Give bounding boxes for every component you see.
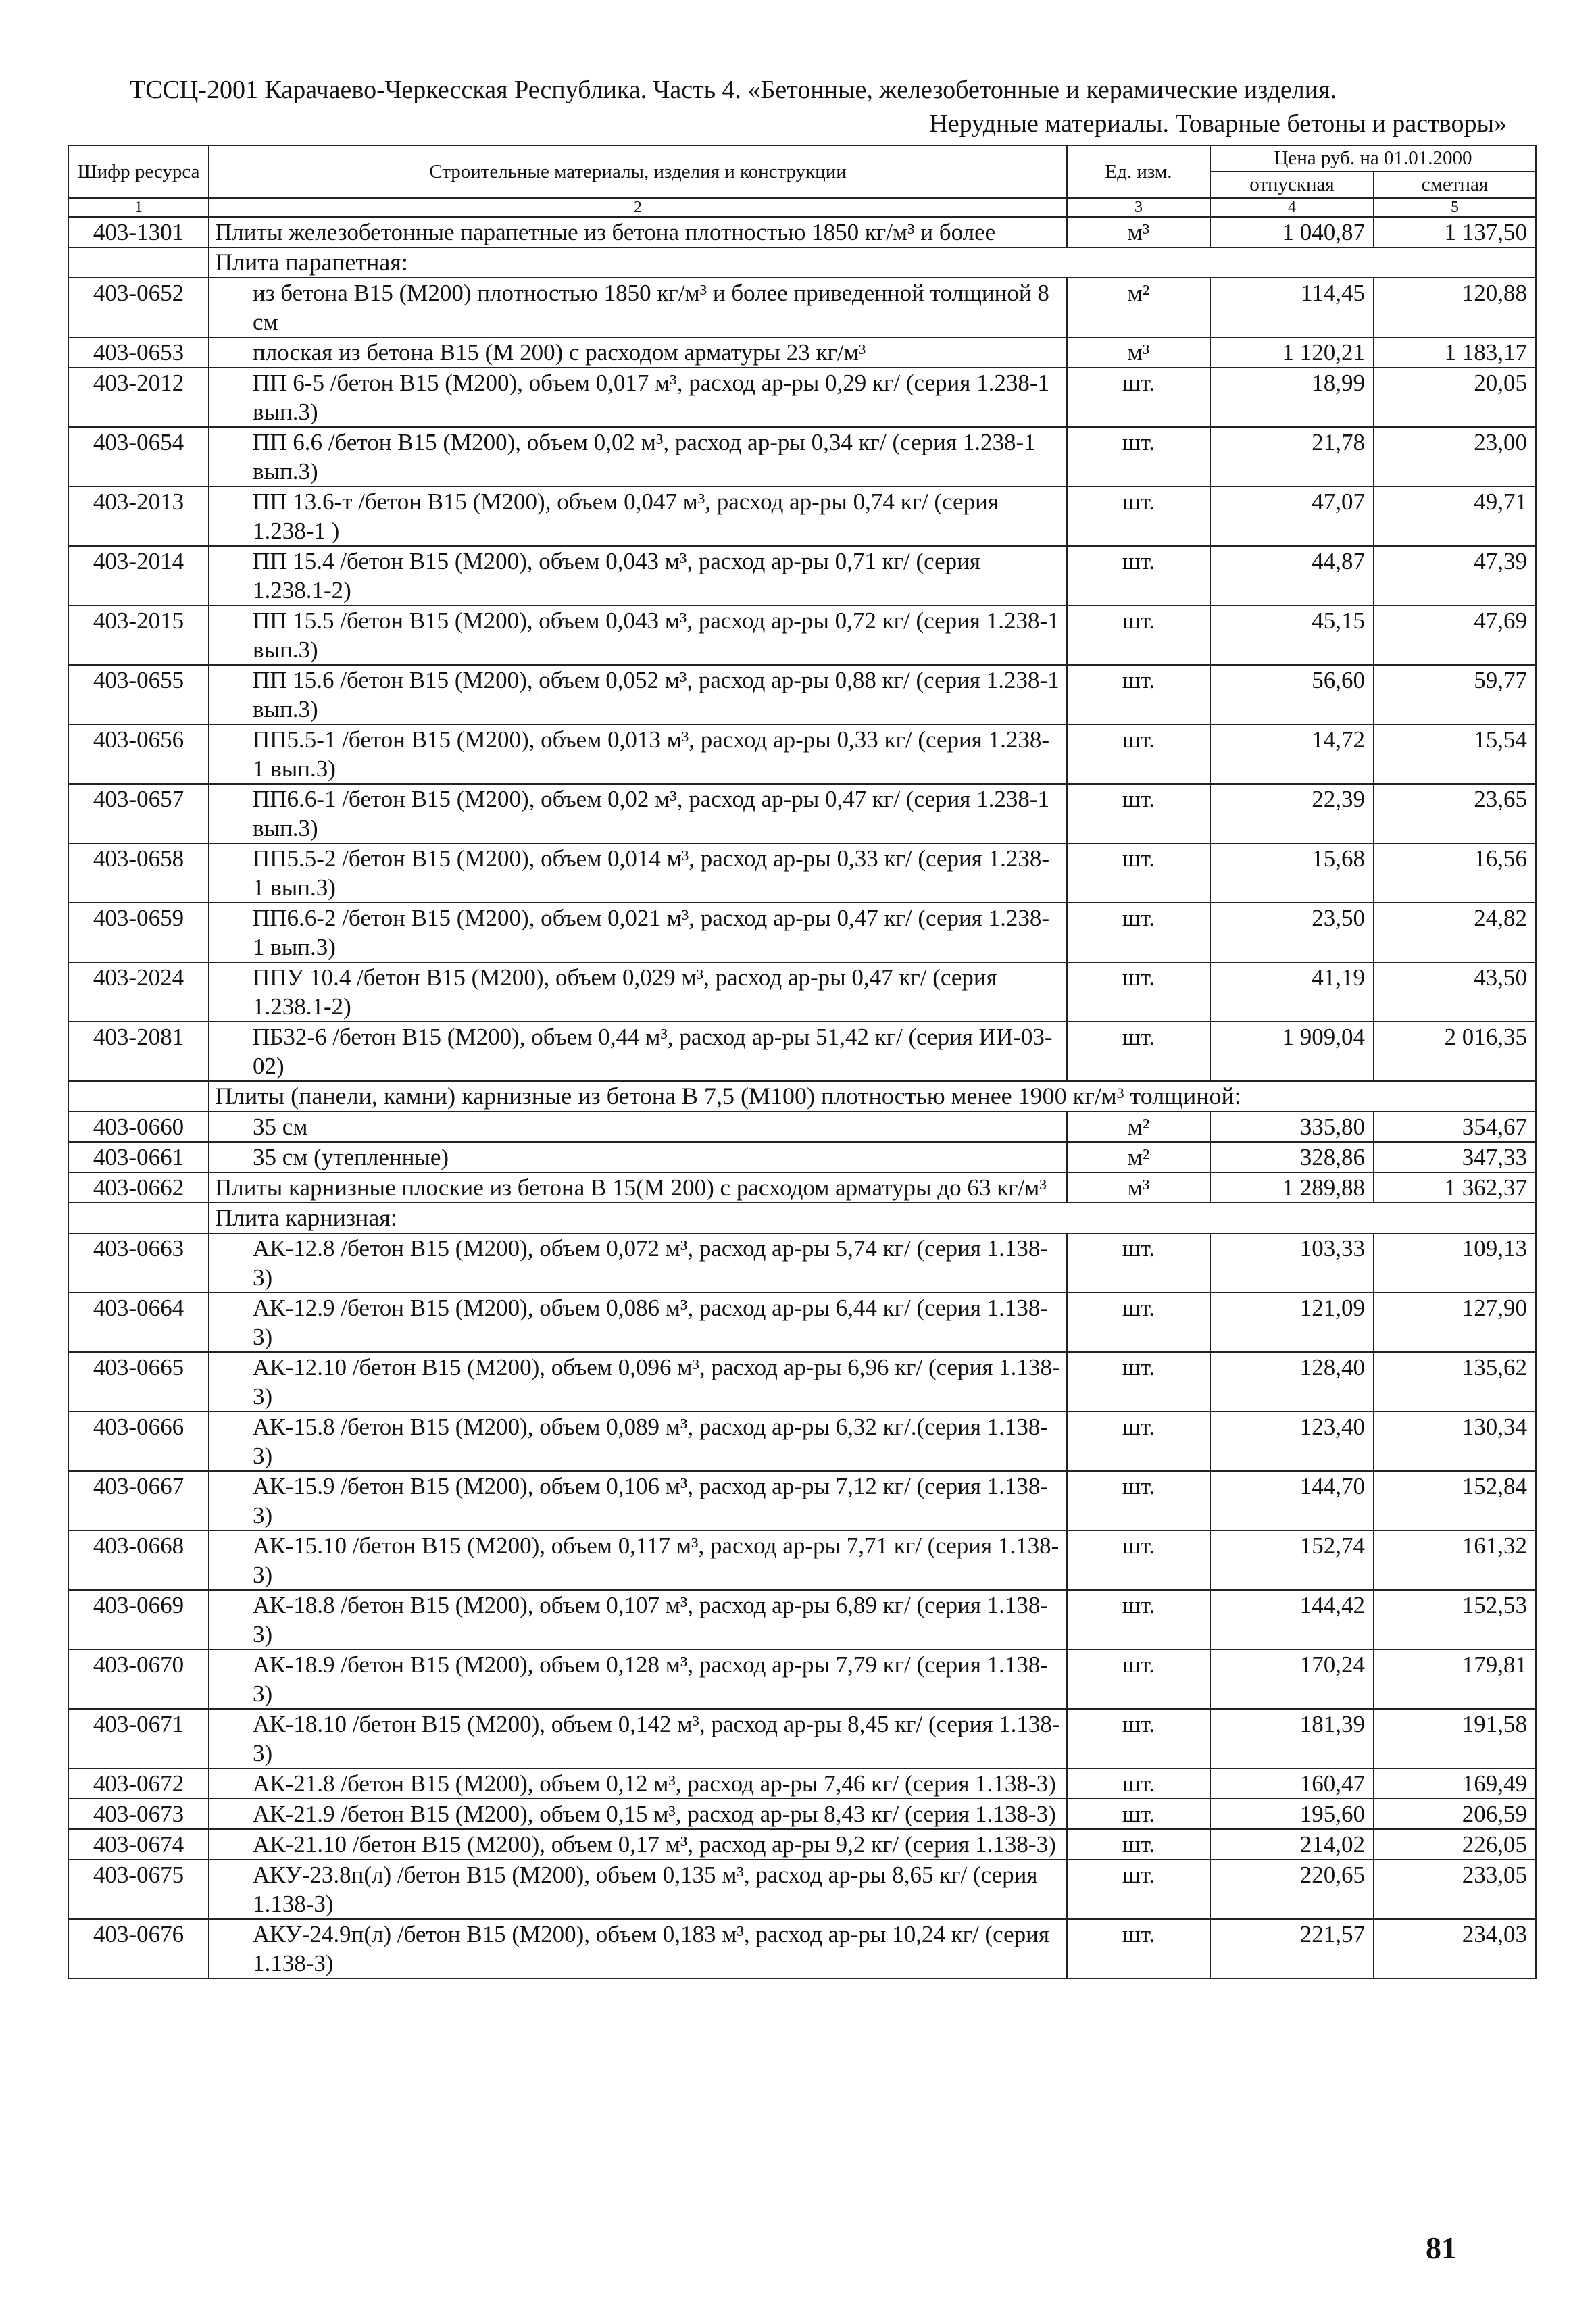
unit-cell: шт.	[1067, 1799, 1210, 1829]
table-row	[68, 368, 1536, 427]
release-price: 181,39	[1210, 1709, 1374, 1768]
column-number: 3	[1067, 198, 1210, 217]
header-line-1: ТССЦ-2001 Карачаево-Черкесская Республика. Часть 4. «Бетонные, железобетонные и керамические изделия.	[130, 76, 1337, 104]
material-name: АКУ-23.8п(л) /бетон В15 (М200), объем 0,135 м³, расход ар-ры 8,65 кг/ (серия 1.138-3)	[209, 1860, 1067, 1919]
resource-code: 403-0669	[68, 1590, 209, 1649]
resource-code: 403-0660	[68, 1112, 209, 1142]
table-row	[68, 1829, 1536, 1860]
estimate-price: 206,59	[1374, 1799, 1536, 1829]
table-row	[68, 1293, 1536, 1352]
material-name: ПП5.5-2 /бетон В15 (М200), объем 0,014 м³, расход ар-ры 0,33 кг/ (серия 1.238-1 вып.3)	[209, 843, 1067, 903]
unit-cell: м³	[1067, 1172, 1210, 1203]
table-row	[68, 724, 1536, 784]
table-row	[68, 427, 1536, 487]
estimate-price: 234,03	[1374, 1919, 1536, 1978]
release-price: 1 120,21	[1210, 337, 1374, 368]
resource-code: 403-1301	[68, 217, 209, 247]
resource-code: 403-0668	[68, 1530, 209, 1590]
estimate-price: 49,71	[1374, 487, 1536, 546]
table-row	[68, 1471, 1536, 1530]
unit-cell: м²	[1067, 278, 1210, 337]
release-price: 23,50	[1210, 903, 1374, 962]
release-price: 144,70	[1210, 1471, 1374, 1530]
estimate-price: 179,81	[1374, 1649, 1536, 1709]
resource-code: 403-2013	[68, 487, 209, 546]
unit-cell: шт.	[1067, 1293, 1210, 1352]
material-name: ПП 6-5 /бетон В15 (М200), объем 0,017 м³, расход ар-ры 0,29 кг/ (серия 1.238-1 вып.3)	[209, 368, 1067, 427]
table-row	[68, 1352, 1536, 1412]
unit-cell: шт.	[1067, 1649, 1210, 1709]
unit-cell: шт.	[1067, 1412, 1210, 1471]
estimate-price: 152,53	[1374, 1590, 1536, 1649]
release-price: 103,33	[1210, 1233, 1374, 1293]
release-price: 195,60	[1210, 1799, 1374, 1829]
material-name: АК-21.8 /бетон В15 (М200), объем 0,12 м³, расход ар-ры 7,46 кг/ (серия 1.138-3)	[209, 1768, 1067, 1799]
release-price: 220,65	[1210, 1860, 1374, 1919]
release-price: 56,60	[1210, 665, 1374, 724]
resource-table	[68, 145, 1537, 1979]
column-number: 1	[68, 198, 209, 217]
release-price: 335,80	[1210, 1112, 1374, 1142]
estimate-price: 120,88	[1374, 278, 1536, 337]
material-name: АК-18.8 /бетон В15 (М200), объем 0,107 м³, расход ар-ры 6,89 кг/ (серия 1.138-3)	[209, 1590, 1067, 1649]
table-row	[68, 1799, 1536, 1829]
resource-code: 403-0675	[68, 1860, 209, 1919]
release-price: 15,68	[1210, 843, 1374, 903]
material-name: ПП5.5-1 /бетон В15 (М200), объем 0,013 м³, расход ар-ры 0,33 кг/ (серия 1.238-1 вып.3)	[209, 724, 1067, 784]
table-row	[68, 962, 1536, 1022]
resource-code: 403-0653	[68, 337, 209, 368]
estimate-price: 135,62	[1374, 1352, 1536, 1412]
unit-cell: шт.	[1067, 1590, 1210, 1649]
unit-cell: шт.	[1067, 1768, 1210, 1799]
resource-code: 403-0674	[68, 1829, 209, 1860]
estimate-price: 24,82	[1374, 903, 1536, 962]
resource-code: 403-0672	[68, 1768, 209, 1799]
estimate-price: 20,05	[1374, 368, 1536, 427]
resource-code: 403-0673	[68, 1799, 209, 1829]
unit-cell: шт.	[1067, 546, 1210, 605]
material-name: АК-21.10 /бетон В15 (М200), объем 0,17 м³, расход ар-ры 9,2 кг/ (серия 1.138-3)	[209, 1829, 1067, 1860]
resource-code: 403-2014	[68, 546, 209, 605]
unit-cell: шт.	[1067, 1829, 1210, 1860]
table-row	[68, 784, 1536, 843]
table-header-row	[68, 145, 1536, 172]
material-name: ПП 15.6 /бетон В15 (М200), объем 0,052 м³, расход ар-ры 0,88 кг/ (серия 1.238-1 вып.3)	[209, 665, 1067, 724]
release-price: 144,42	[1210, 1590, 1374, 1649]
table-row	[68, 665, 1536, 724]
estimate-price: 23,00	[1374, 427, 1536, 487]
material-name: ПП 15.4 /бетон В15 (М200), объем 0,043 м³, расход ар-ры 0,71 кг/ (серия 1.238.1-2)	[209, 546, 1067, 605]
release-price: 18,99	[1210, 368, 1374, 427]
material-name: АКУ-24.9п(л) /бетон В15 (М200), объем 0,183 м³, расход ар-ры 10,24 кг/ (серия 1.138-3)	[209, 1919, 1067, 1978]
resource-code: 403-0662	[68, 1172, 209, 1203]
release-price: 221,57	[1210, 1919, 1374, 1978]
unit-cell: шт.	[1067, 1860, 1210, 1919]
section-row	[68, 1081, 1536, 1112]
material-name: АК-15.8 /бетон В15 (М200), объем 0,089 м³, расход ар-ры 6,32 кг/.(серия 1.138-3)	[209, 1412, 1067, 1471]
header-line-2: Нерудные материалы. Товарные бетоны и растворы»	[929, 109, 1507, 138]
unit-cell: м²	[1067, 1142, 1210, 1172]
column-number-row	[68, 198, 1536, 217]
estimate-price: 127,90	[1374, 1293, 1536, 1352]
release-price: 114,45	[1210, 278, 1374, 337]
table-row	[68, 1530, 1536, 1590]
material-name: АК-21.9 /бетон В15 (М200), объем 0,15 м³, расход ар-ры 8,43 кг/ (серия 1.138-3)	[209, 1799, 1067, 1829]
resource-code: 403-0657	[68, 784, 209, 843]
section-title: Плита карнизная:	[209, 1203, 1536, 1233]
unit-cell: шт.	[1067, 1530, 1210, 1590]
release-price: 128,40	[1210, 1352, 1374, 1412]
material-name: Плиты карнизные плоские из бетона В 15(М 200) с расходом арматуры до 63 кг/м³	[209, 1172, 1067, 1203]
material-name: АК-18.10 /бетон В15 (М200), объем 0,142 м³, расход ар-ры 8,45 кг/ (серия 1.138-3)	[209, 1709, 1067, 1768]
resource-code: 403-0654	[68, 427, 209, 487]
unit-cell: шт.	[1067, 1022, 1210, 1081]
estimate-price: 226,05	[1374, 1829, 1536, 1860]
release-price: 41,19	[1210, 962, 1374, 1022]
unit-cell: шт.	[1067, 843, 1210, 903]
resource-code: 403-0665	[68, 1352, 209, 1412]
resource-code: 403-0659	[68, 903, 209, 962]
release-price: 14,72	[1210, 724, 1374, 784]
resource-code: 403-0656	[68, 724, 209, 784]
header-unit: Ед. изм.	[1067, 145, 1210, 198]
unit-cell: м²	[1067, 1112, 1210, 1142]
column-number: 2	[209, 198, 1067, 217]
estimate-price: 109,13	[1374, 1233, 1536, 1293]
estimate-price: 2 016,35	[1374, 1022, 1536, 1081]
table-row	[68, 1919, 1536, 1978]
material-name: АК-12.8 /бетон В15 (М200), объем 0,072 м³, расход ар-ры 5,74 кг/ (серия 1.138-3)	[209, 1233, 1067, 1293]
unit-cell: шт.	[1067, 962, 1210, 1022]
material-name: ПП6.6-2 /бетон В15 (М200), объем 0,021 м³, расход ар-ры 0,47 кг/ (серия 1.238-1 вып.3)	[209, 903, 1067, 962]
material-name: 35 см	[209, 1112, 1067, 1142]
estimate-price: 161,32	[1374, 1530, 1536, 1590]
resource-code: 403-2015	[68, 605, 209, 665]
unit-cell: шт.	[1067, 1233, 1210, 1293]
material-name: ПП 15.5 /бетон В15 (М200), объем 0,043 м³, расход ар-ры 0,72 кг/ (серия 1.238-1 вып.3)	[209, 605, 1067, 665]
unit-cell: шт.	[1067, 427, 1210, 487]
estimate-price: 130,34	[1374, 1412, 1536, 1471]
estimate-price: 1 183,17	[1374, 337, 1536, 368]
resource-code: 403-0664	[68, 1293, 209, 1352]
release-price: 21,78	[1210, 427, 1374, 487]
estimate-price: 233,05	[1374, 1860, 1536, 1919]
header-name: Строительные материалы, изделия и конструкции	[209, 145, 1067, 198]
release-price: 328,86	[1210, 1142, 1374, 1172]
resource-code: 403-0671	[68, 1709, 209, 1768]
table-row	[68, 337, 1536, 368]
material-name: АК-18.9 /бетон В15 (М200), объем 0,128 м³, расход ар-ры 7,79 кг/ (серия 1.138-3)	[209, 1649, 1067, 1709]
estimate-price: 152,84	[1374, 1471, 1536, 1530]
section-code-cell	[68, 247, 209, 278]
table-row	[68, 1112, 1536, 1142]
unit-cell: шт.	[1067, 487, 1210, 546]
resource-code: 403-0658	[68, 843, 209, 903]
resource-code: 403-0655	[68, 665, 209, 724]
estimate-price: 191,58	[1374, 1709, 1536, 1768]
release-price: 1 289,88	[1210, 1172, 1374, 1203]
table-row	[68, 1768, 1536, 1799]
table-row	[68, 1590, 1536, 1649]
release-price: 160,47	[1210, 1768, 1374, 1799]
estimate-price: 347,33	[1374, 1142, 1536, 1172]
release-price: 170,24	[1210, 1649, 1374, 1709]
resource-code: 403-2012	[68, 368, 209, 427]
table-row	[68, 1860, 1536, 1919]
estimate-price: 47,69	[1374, 605, 1536, 665]
page-header	[128, 73, 1507, 141]
resource-code: 403-0676	[68, 1919, 209, 1978]
unit-cell: шт.	[1067, 1919, 1210, 1978]
table-row	[68, 1649, 1536, 1709]
section-row	[68, 247, 1536, 278]
section-row	[68, 1203, 1536, 1233]
resource-code: 403-0667	[68, 1471, 209, 1530]
unit-cell: шт.	[1067, 724, 1210, 784]
material-name: ПП 13.6-т /бетон В15 (М200), объем 0,047 м³, расход ар-ры 0,74 кг/ (серия 1.238-1 )	[209, 487, 1067, 546]
material-name: АК-15.10 /бетон В15 (М200), объем 0,117 м³, расход ар-ры 7,71 кг/ (серия 1.138-3)	[209, 1530, 1067, 1590]
release-price: 121,09	[1210, 1293, 1374, 1352]
table-row	[68, 217, 1536, 247]
table-row	[68, 487, 1536, 546]
table-row	[68, 1172, 1536, 1203]
estimate-price: 354,67	[1374, 1112, 1536, 1142]
estimate-price: 1 137,50	[1374, 217, 1536, 247]
release-price: 47,07	[1210, 487, 1374, 546]
unit-cell: шт.	[1067, 784, 1210, 843]
material-name: ППУ 10.4 /бетон В15 (М200), объем 0,029 м³, расход ар-ры 0,47 кг/ (серия 1.238.1-2)	[209, 962, 1067, 1022]
table-row	[68, 546, 1536, 605]
material-name: АК-12.9 /бетон В15 (М200), объем 0,086 м³, расход ар-ры 6,44 кг/ (серия 1.138-3)	[209, 1293, 1067, 1352]
estimate-price: 169,49	[1374, 1768, 1536, 1799]
unit-cell: шт.	[1067, 605, 1210, 665]
table-row	[68, 1142, 1536, 1172]
resource-code: 403-0666	[68, 1412, 209, 1471]
table-row	[68, 1709, 1536, 1768]
section-code-cell	[68, 1203, 209, 1233]
table-row	[68, 1022, 1536, 1081]
release-price: 152,74	[1210, 1530, 1374, 1590]
table-row	[68, 903, 1536, 962]
estimate-price: 43,50	[1374, 962, 1536, 1022]
release-price: 44,87	[1210, 546, 1374, 605]
estimate-price: 16,56	[1374, 843, 1536, 903]
table-row	[68, 278, 1536, 337]
resource-code: 403-0663	[68, 1233, 209, 1293]
header-price-group: Цена руб. на 01.01.2000	[1210, 145, 1536, 172]
release-price: 1 040,87	[1210, 217, 1374, 247]
resource-code: 403-2024	[68, 962, 209, 1022]
release-price: 22,39	[1210, 784, 1374, 843]
table-row	[68, 1233, 1536, 1293]
material-name: Плиты железобетонные парапетные из бетона плотностью 1850 кг/м³ и более	[209, 217, 1067, 247]
unit-cell: шт.	[1067, 1352, 1210, 1412]
material-name: из бетона В15 (М200) плотностью 1850 кг/м³ и более приведенной толщиной 8 см	[209, 278, 1067, 337]
header-code: Шифр ресурса	[68, 145, 209, 198]
table-row	[68, 843, 1536, 903]
material-name: ПП6.6-1 /бетон В15 (М200), объем 0,02 м³, расход ар-ры 0,47 кг/ (серия 1.238-1 вып.3)	[209, 784, 1067, 843]
estimate-price: 15,54	[1374, 724, 1536, 784]
release-price: 123,40	[1210, 1412, 1374, 1471]
estimate-price: 23,65	[1374, 784, 1536, 843]
resource-code: 403-0652	[68, 278, 209, 337]
page-number: 81	[1426, 2231, 1457, 2265]
estimate-price: 59,77	[1374, 665, 1536, 724]
material-name: 35 см (утепленные)	[209, 1142, 1067, 1172]
resource-code: 403-0661	[68, 1142, 209, 1172]
unit-cell: м³	[1067, 337, 1210, 368]
release-price: 1 909,04	[1210, 1022, 1374, 1081]
unit-cell: шт.	[1067, 1471, 1210, 1530]
section-title: Плита парапетная:	[209, 247, 1536, 278]
header-release-price: отпускная	[1210, 172, 1374, 198]
release-price: 45,15	[1210, 605, 1374, 665]
material-name: АК-15.9 /бетон В15 (М200), объем 0,106 м³, расход ар-ры 7,12 кг/ (серия 1.138-3)	[209, 1471, 1067, 1530]
resource-code: 403-0670	[68, 1649, 209, 1709]
unit-cell: шт.	[1067, 1709, 1210, 1768]
resource-code: 403-2081	[68, 1022, 209, 1081]
table-row	[68, 605, 1536, 665]
material-name: АК-12.10 /бетон В15 (М200), объем 0,096 м³, расход ар-ры 6,96 кг/ (серия 1.138-3)	[209, 1352, 1067, 1412]
unit-cell: шт.	[1067, 368, 1210, 427]
table-row	[68, 1412, 1536, 1471]
estimate-price: 47,39	[1374, 546, 1536, 605]
column-number: 5	[1374, 198, 1536, 217]
release-price: 214,02	[1210, 1829, 1374, 1860]
header-estimate-price: сметная	[1374, 172, 1536, 198]
estimate-price: 1 362,37	[1374, 1172, 1536, 1203]
unit-cell: шт.	[1067, 665, 1210, 724]
material-name: плоская из бетона В15 (М 200) с расходом арматуры 23 кг/м³	[209, 337, 1067, 368]
material-name: ПП 6.6 /бетон В15 (М200), объем 0,02 м³, расход ар-ры 0,34 кг/ (серия 1.238-1 вып.3)	[209, 427, 1067, 487]
unit-cell: шт.	[1067, 903, 1210, 962]
material-name: ПБ32-6 /бетон В15 (М200), объем 0,44 м³, расход ар-ры 51,42 кг/ (серия ИИ-03-02)	[209, 1022, 1067, 1081]
unit-cell: м³	[1067, 217, 1210, 247]
column-number: 4	[1210, 198, 1374, 217]
section-title: Плиты (панели, камни) карнизные из бетона В 7,5 (М100) плотностью менее 1900 кг/м³ толщиной:	[209, 1081, 1536, 1112]
section-code-cell	[68, 1081, 209, 1112]
